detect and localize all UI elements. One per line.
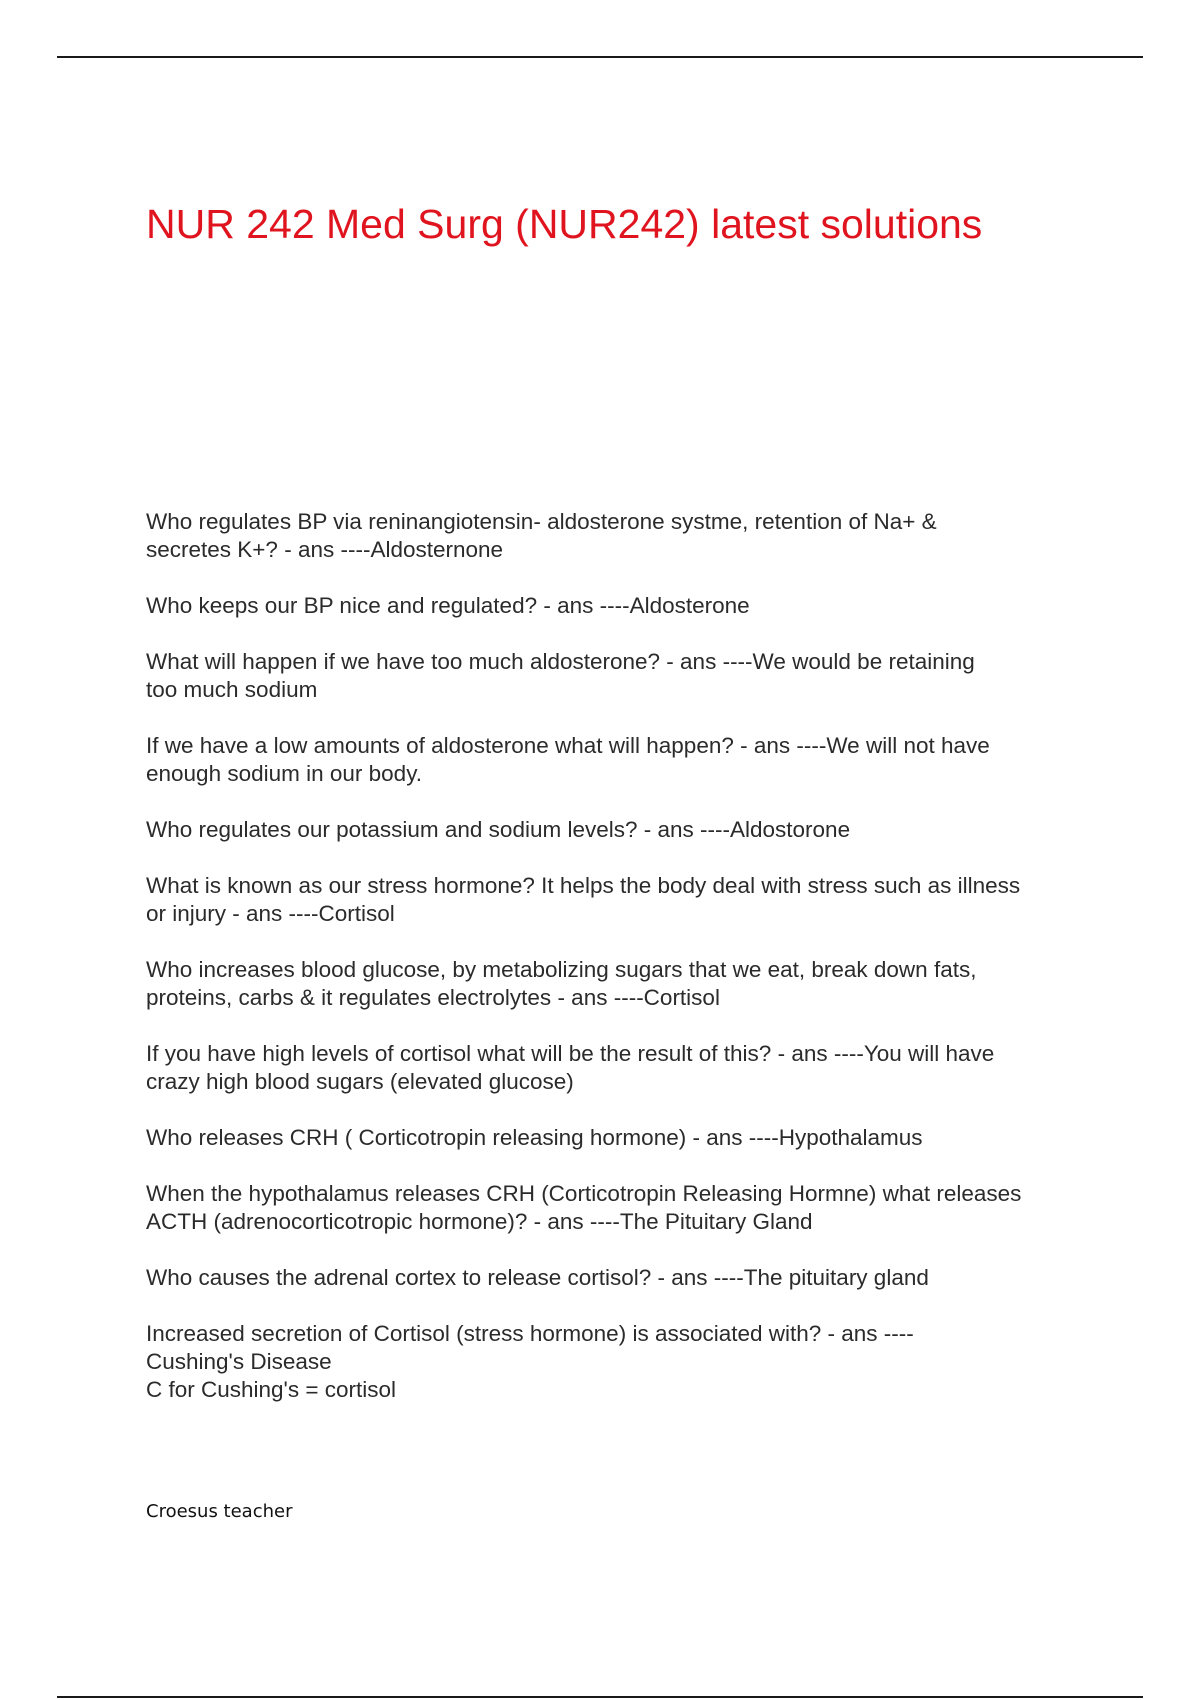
qa-item bbox=[146, 1264, 1096, 1292]
bottom-rule bbox=[57, 1696, 1143, 1698]
qa-item bbox=[146, 1124, 1096, 1152]
qa-item bbox=[146, 648, 1096, 704]
qa-line: What will happen if we have too much aldosterone? - ans ----We would be retaining bbox=[146, 649, 975, 674]
qa-item bbox=[146, 872, 1096, 928]
qa-line: Increased secretion of Cortisol (stress hormone) is associated with? - ans ---- bbox=[146, 1321, 914, 1346]
qa-line: Who causes the adrenal cortex to release cortisol? - ans ----The pituitary gland bbox=[146, 1265, 929, 1290]
qa-line: If we have a low amounts of aldosterone what will happen? - ans ----We will not have bbox=[146, 733, 990, 758]
qa-line: Who keeps our BP nice and regulated? - ans ----Aldosterone bbox=[146, 593, 750, 618]
top-rule bbox=[57, 56, 1143, 58]
qa-line: Who releases CRH ( Corticotropin releasing hormone) - ans ----Hypothalamus bbox=[146, 1125, 923, 1150]
qa-item bbox=[146, 1040, 1096, 1096]
qa-item bbox=[146, 508, 1096, 564]
qa-line: Who regulates our potassium and sodium levels? - ans ----Aldostorone bbox=[146, 817, 851, 842]
qa-line: enough sodium in our body. bbox=[146, 761, 423, 786]
qa-line: too much sodium bbox=[146, 677, 318, 702]
qa-line: Who increases blood glucose, by metabolizing sugars that we eat, break down fats, bbox=[146, 957, 977, 982]
qa-line: crazy high blood sugars (elevated glucose) bbox=[146, 1069, 574, 1094]
qa-line: Cushing's Disease bbox=[146, 1349, 332, 1374]
qa-line: proteins, carbs & it regulates electrolytes - ans ----Cortisol bbox=[146, 985, 720, 1010]
author-footer: Croesus teacher bbox=[146, 1501, 293, 1522]
qa-line: C for Cushing's = cortisol bbox=[146, 1377, 397, 1402]
qa-list bbox=[146, 508, 1096, 1404]
qa-item bbox=[146, 1320, 1096, 1404]
qa-item bbox=[146, 732, 1096, 788]
qa-item bbox=[146, 592, 1096, 620]
qa-line: ACTH (adrenocorticotropic hormone)? - ans ----The Pituitary Gland bbox=[146, 1209, 813, 1234]
qa-item bbox=[146, 956, 1096, 1012]
qa-item bbox=[146, 1180, 1096, 1236]
qa-item bbox=[146, 816, 1096, 844]
qa-line: When the hypothalamus releases CRH (Corticotropin Releasing Hormne) what releases bbox=[146, 1181, 1022, 1206]
qa-line: secretes K+? - ans ----Aldosternone bbox=[146, 537, 504, 562]
qa-line: or injury - ans ----Cortisol bbox=[146, 901, 395, 926]
qa-line: If you have high levels of cortisol what will be the result of this? - ans ----You will have bbox=[146, 1041, 995, 1066]
qa-line: What is known as our stress hormone? It helps the body deal with stress such as illness bbox=[146, 873, 1021, 898]
qa-line: Who regulates BP via reninangiotensin- aldosterone systme, retention of Na+ & bbox=[146, 509, 937, 534]
document-title: NUR 242 Med Surg (NUR242) latest solutions bbox=[146, 201, 983, 247]
